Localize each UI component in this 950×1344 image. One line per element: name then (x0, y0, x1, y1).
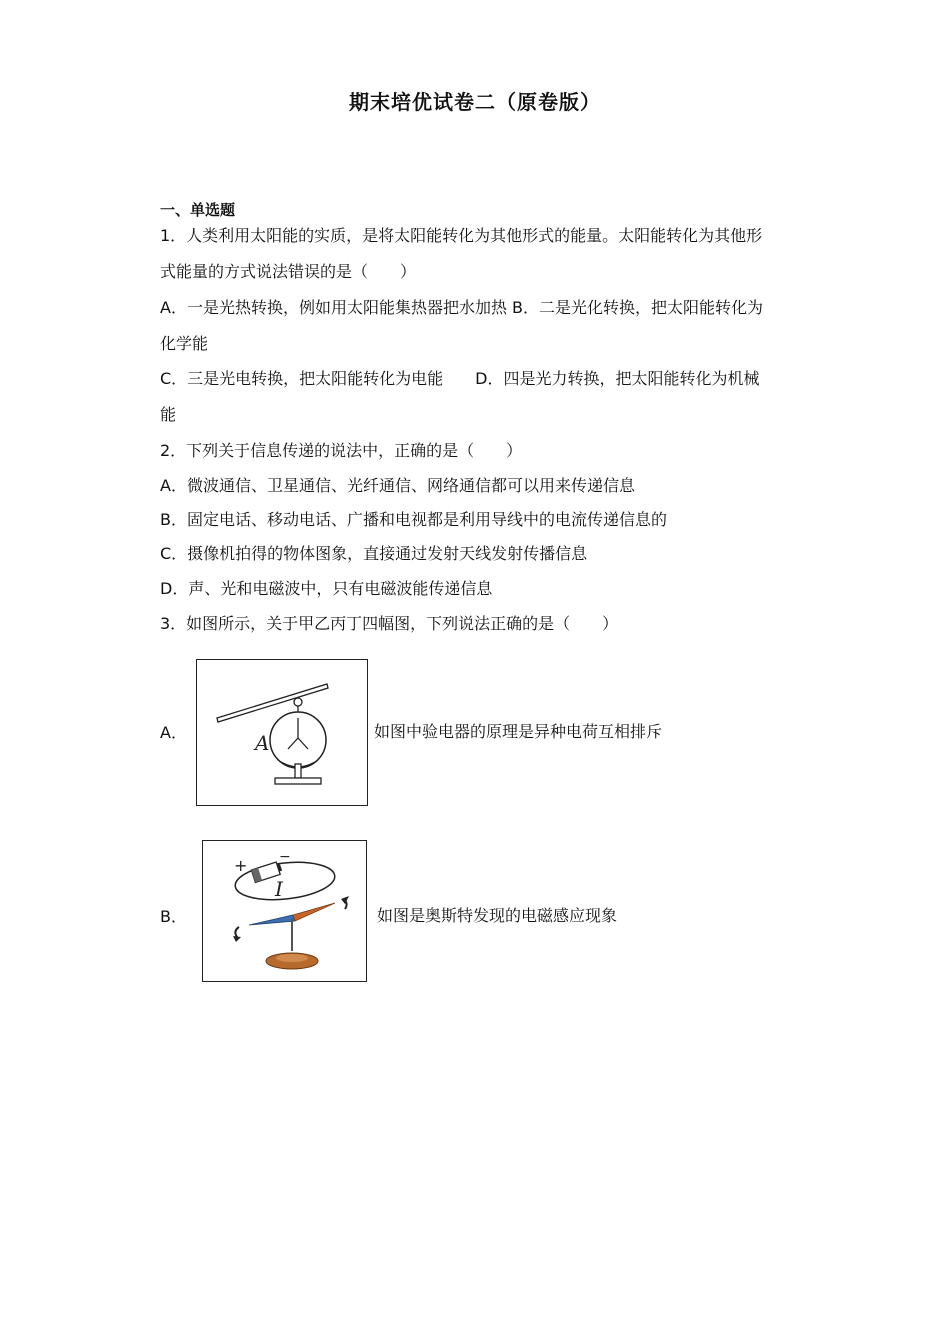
plus-sign: + (234, 856, 248, 875)
electroscope-figure (196, 659, 368, 806)
rotation-arrow-left (235, 927, 239, 937)
minus-sign: − (279, 849, 291, 865)
needle-blue-half (249, 915, 295, 925)
q1-options-ab-line2: 化学能 (160, 334, 209, 353)
oersted-figure (202, 840, 367, 982)
q1-options-cd-line1: C．三是光电转换，把太阳能转化为电能 D．四是光力转换，把太阳能转化为机械 (160, 369, 760, 388)
needle-orange-half (293, 903, 335, 921)
q2-option-c: C．摄像机拍得的物体图象，直接通过发射天线发射传播信息 (160, 544, 588, 563)
q3-option-a-label: A． (160, 723, 187, 742)
q3-stem: 3．如图所示，关于甲乙丙丁四幅图，下列说法正确的是（ ） (160, 614, 619, 633)
q3-option-b-label: B． (160, 907, 187, 926)
q1-options-cd-line2: 能 (160, 405, 177, 424)
q2-option-d: D．声、光和电磁波中，只有电磁波能传递信息 (160, 579, 493, 598)
q2-option-b: B．固定电话、移动电话、广播和电视都是利用导线中的电流传递信息的 (160, 510, 667, 529)
current-label: I (275, 877, 283, 901)
electroscope-knob (294, 698, 302, 706)
electroscope-base (275, 778, 321, 784)
q1-options-ab-line1: A．一是光热转换，例如用太阳能集热器把水加热 B．二是光化转换，把太阳能转化为 (160, 298, 764, 317)
q1-stem-line2: 式能量的方式说法错误的是（ ） (160, 262, 417, 281)
q3-option-a-caption: 如图中验电器的原理是异种电荷互相排斥 (374, 722, 663, 741)
figure-letter-a: A (255, 731, 270, 755)
q2-stem: 2．下列关于信息传递的说法中，正确的是（ ） (160, 441, 523, 460)
q3-option-b-caption: 如图是奥斯特发现的电磁感应现象 (377, 906, 618, 925)
section-heading: 一、单选题 (160, 201, 236, 219)
q1-stem-line1: 1．人类利用太阳能的实质，是将太阳能转化为其他形式的能量。太阳能转化为其他形 (160, 226, 763, 245)
q2-option-a: A．微波通信、卫星通信、光纤通信、网络通信都可以用来传递信息 (160, 476, 635, 495)
page-title: 期末培优试卷二（原卷版） (349, 90, 601, 114)
